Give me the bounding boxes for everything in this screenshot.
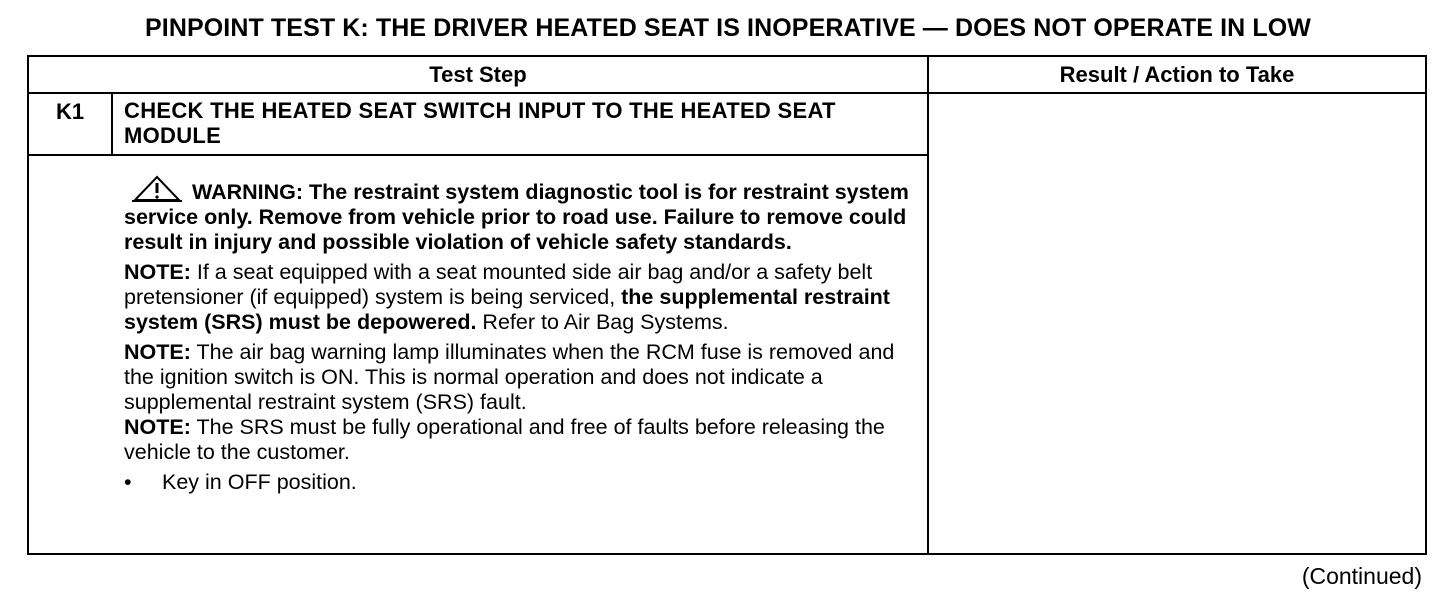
continued-label: (Continued) [1301, 563, 1422, 589]
column-divider [927, 57, 929, 553]
note-3 [124, 415, 914, 465]
note-2-label: NOTE: [124, 340, 191, 364]
note-2-text: The air bag warning lamp illuminates when the RCM fuse is removed and the ignition switch is ON. This is normal operation and does not indicate a supplemental restraint system (SRS) fault. [124, 340, 895, 414]
note-1-bold: the supplemental restraint system (SRS) must be depowered. [124, 285, 890, 334]
page-title: PINPOINT TEST K: THE DRIVER HEATED SEAT IS INOPERATIVE — DOES NOT OPERATE IN LOW [145, 14, 1311, 42]
step-id: K1 [55, 99, 85, 124]
step-body [124, 175, 914, 495]
warning-triangle-icon [132, 175, 182, 203]
list-item [124, 470, 914, 495]
bullet-text: Key in OFF position. [162, 470, 357, 494]
header-test-step: Test Step [429, 62, 527, 87]
note-3-text: The SRS must be fully operational and free of faults before releasing the vehicle to the customer. [124, 415, 885, 464]
note-1-label: NOTE: [124, 260, 191, 284]
warning-block [124, 175, 914, 255]
warning-text: WARNING: The restraint system diagnostic tool is for restraint system service only. Remove from vehicle prior to road use. Failure to remove could result in injury and possible violation of vehicle safety standards. [124, 180, 909, 254]
pinpoint-test-table [27, 55, 1427, 555]
note-1-text: If a seat equipped with a seat mounted side air bag and/or a safety belt pretensioner (if equipped) system is being serviced, [124, 260, 873, 309]
bullet-mark: • [124, 470, 132, 494]
step-title-divider [29, 154, 927, 156]
step-title: CHECK THE HEATED SEAT SWITCH INPUT TO THE HEATED SEAT MODULE [124, 98, 836, 148]
step-id-divider [111, 94, 113, 155]
note-1 [124, 260, 914, 335]
note-3-label: NOTE: [124, 415, 191, 439]
note-1-tail: Refer to Air Bag Systems. [476, 310, 729, 334]
note-2 [124, 340, 914, 415]
header-result-action: Result / Action to Take [1059, 62, 1295, 87]
